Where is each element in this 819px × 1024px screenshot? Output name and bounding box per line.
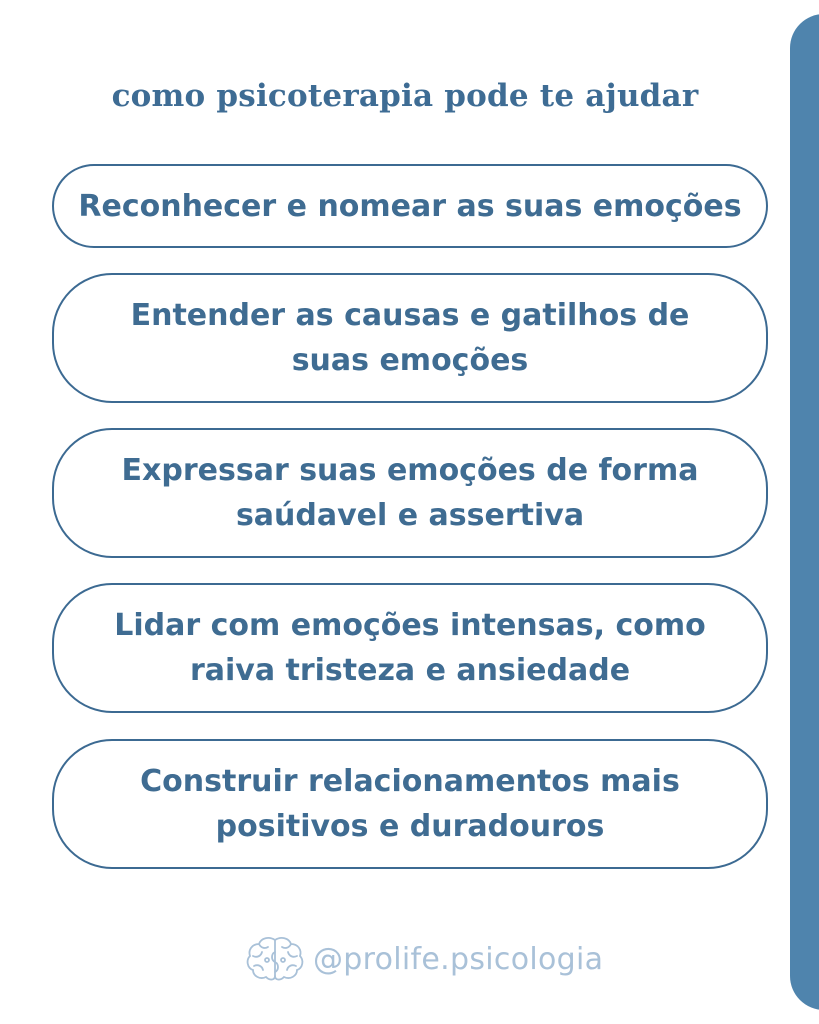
benefit-card-2	[52, 273, 768, 403]
benefit-card-text: Reconhecer e nomear as suas emoções	[78, 188, 742, 224]
benefit-card-text: Entender as causas e gatilhos de suas emoções	[130, 298, 690, 378]
benefit-card-4	[52, 583, 768, 713]
footer-brand	[245, 934, 603, 984]
benefit-card-3	[52, 428, 768, 558]
brain-icon	[245, 934, 305, 984]
benefit-card-text: Lidar com emoções intensas, como raiva tristeza e ansiedade	[114, 608, 706, 688]
benefit-card-5	[52, 739, 768, 869]
social-handle: @prolife.psicologia	[313, 941, 604, 977]
benefit-card-1	[52, 164, 768, 248]
side-accent-bar	[790, 14, 819, 1010]
benefit-card-text: Expressar suas emoções de forma saúdavel e assertiva	[121, 453, 699, 533]
benefit-card-text: Construir relacionamentos mais positivos e duradouros	[140, 764, 680, 844]
page-title: como psicoterapia pode te ajudar	[111, 78, 699, 114]
